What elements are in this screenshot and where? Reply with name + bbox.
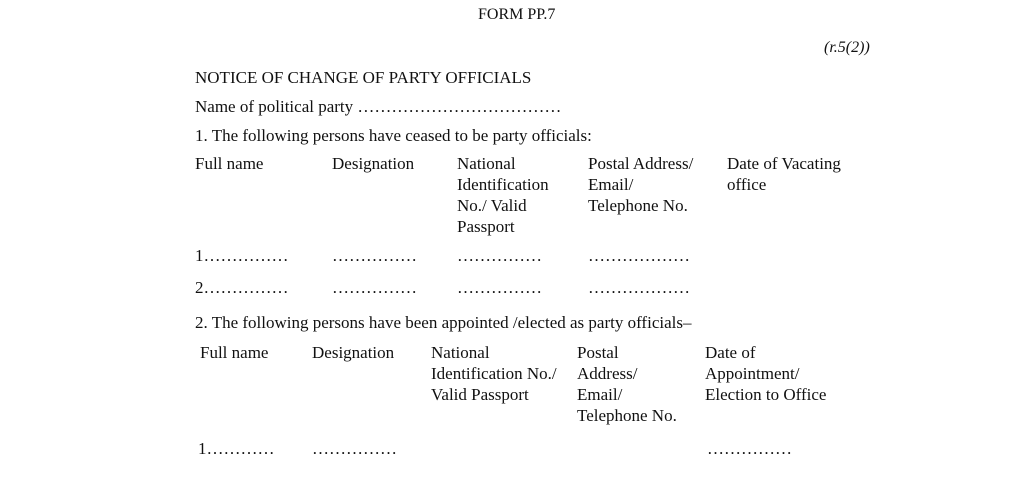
ceased-row-1-postal-address-field[interactable]: ……………… bbox=[588, 246, 690, 265]
appointed-row-1-date-appointment-field[interactable]: …………… bbox=[707, 439, 792, 458]
section-2-title: 2. The following persons have been appointed /elected as party officials– bbox=[195, 313, 692, 332]
column-header-national-id: National Identification No./ Valid Passport bbox=[457, 154, 549, 236]
column-header-full-name: Full name bbox=[200, 343, 269, 362]
ceased-row-1-designation-field[interactable]: …………… bbox=[332, 246, 417, 265]
column-header-postal-address: Postal Address/ Email/ Telephone No. bbox=[577, 343, 677, 425]
section-1-title: 1. The following persons have ceased to be party officials: bbox=[195, 126, 592, 145]
column-header-national-id: National Identification No./ Valid Passport bbox=[431, 343, 557, 404]
column-header-designation: Designation bbox=[312, 343, 395, 362]
column-header-date-appointment: Date of Appointment/ Election to Office bbox=[705, 343, 827, 404]
column-header-postal-address: Postal Address/ Email/ Telephone No. bbox=[588, 154, 694, 215]
ceased-row-2-national-id-field[interactable]: …………… bbox=[457, 278, 542, 297]
rule-reference: (r.5(2)) bbox=[824, 39, 870, 56]
ceased-row-2-full-name-field[interactable]: 2…………… bbox=[195, 278, 289, 297]
form-number: FORM PP.7 bbox=[478, 6, 556, 23]
ceased-row-2-designation-field[interactable]: …………… bbox=[332, 278, 417, 297]
column-header-full-name: Full name bbox=[195, 154, 264, 173]
party-name-field[interactable]: Name of political party ……………………………… bbox=[195, 97, 562, 116]
appointed-row-1-designation-field[interactable]: …………… bbox=[312, 439, 397, 458]
form-heading: NOTICE OF CHANGE OF PARTY OFFICIALS bbox=[195, 68, 532, 87]
appointed-row-1-full-name-field[interactable]: 1………… bbox=[198, 439, 275, 458]
column-header-designation: Designation bbox=[332, 154, 415, 173]
ceased-row-1-full-name-field[interactable]: 1…………… bbox=[195, 246, 289, 265]
ceased-row-2-postal-address-field[interactable]: ……………… bbox=[588, 278, 690, 297]
column-header-date-vacating: Date of Vacating office bbox=[727, 154, 841, 194]
ceased-row-1-national-id-field[interactable]: …………… bbox=[457, 246, 542, 265]
